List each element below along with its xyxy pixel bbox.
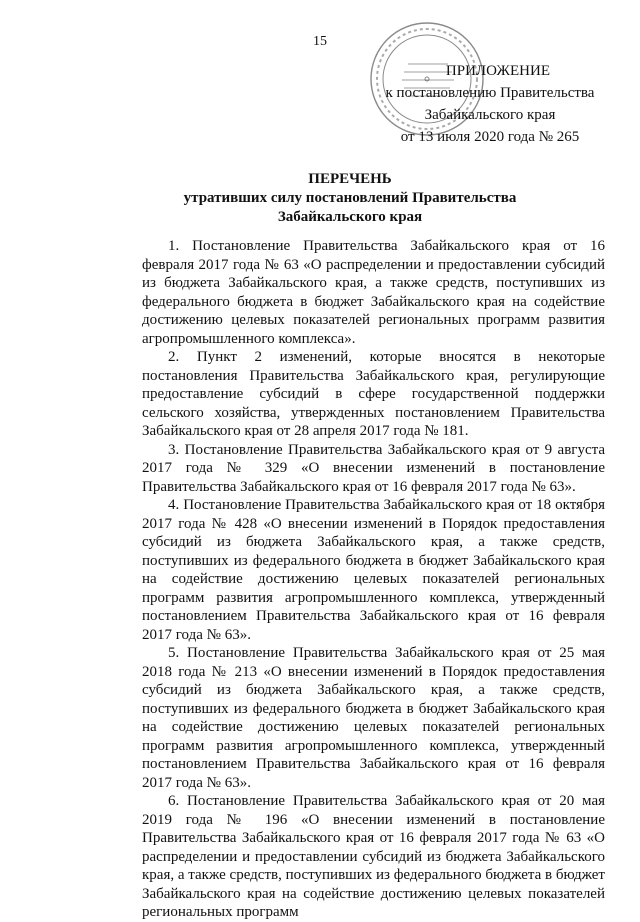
list-item: 4. Постановление Правительства Забайкальского края от 18 октября 2017 года № 428 «О внесении изменений в Порядок предоставления субсидий из бюджета Забайкальского края, а также средств, поступивших из федерального бюджета в бюджет Забайкальского края на содействие достижению целевых показателей региональных программ развития агропромышленного комплекса, утвержденный постановлением Правительства Забайкальского края от 16 февраля 2017 года № 63». bbox=[142, 497, 605, 643]
appendix-line-1: к постановлению Правительства bbox=[385, 85, 595, 101]
page-number: 15 bbox=[313, 34, 327, 49]
appendix-line-3: от 13 июля 2020 года № 265 bbox=[400, 129, 580, 145]
appendix-line-2: Забайкальского края bbox=[424, 107, 556, 123]
heading-title: ПЕРЕЧЕНЬ bbox=[308, 171, 392, 187]
document-body bbox=[142, 237, 605, 922]
list-item: 1. Постановление Правительства Забайкальского края от 16 февраля 2017 года № 63 «О распределении и предоставлении субсидий из бюджета Забайкальского края, а также средств, поступивших из федерального бюджета в бюджет Забайкальского края на содействие достижению целевых показателей региональных программ развития агропромышленного комплекса». bbox=[142, 238, 605, 347]
heading-subtitle-2: Забайкальского края bbox=[277, 209, 423, 225]
list-item: 6. Постановление Правительства Забайкальского края от 20 мая 2019 года № 196 «О внесении изменений в постановление Правительства Забайкальского края от 16 февраля 2017 года № 63 «О распределении и предоставлении субсидий из бюджета Забайкальского края, а также средств, поступивших из федерального бюджета в бюджет Забайкальского края на содействие достижению целевых показателей региональных программ bbox=[142, 793, 605, 920]
appendix-title: ПРИЛОЖЕНИЕ bbox=[445, 63, 550, 79]
document-heading bbox=[150, 170, 550, 227]
list-item: 2. Пункт 2 изменений, которые вносятся в некоторые постановления Правительства Забайкальского края, регулирующие предоставление субсидий в сфере государственной поддержки сельского хозяйства, утвержденных постановлением Правительства Забайкальского края от 28 апреля 2017 года № 181. bbox=[142, 349, 605, 439]
appendix-block bbox=[370, 60, 610, 148]
list-item: 3. Постановление Правительства Забайкальского края от 9 августа 2017 года № 329 «О внесении изменений в постановление Правительства Забайкальского края от 16 февраля 2017 года № 63». bbox=[142, 441, 605, 495]
heading-subtitle-1: утративших силу постановлений Правительства bbox=[183, 190, 517, 206]
list-item: 5. Постановление Правительства Забайкальского края от 25 мая 2018 года № 213 «О внесении изменений в Порядок предоставления субсидий из бюджета Забайкальского края, а также средств, поступивших из федерального бюджета в бюджет Забайкальского края на содействие достижению целевых показателей региональных программ развития агропромышленного комплекса, утвержденный постановлением Правительства Забайкальского края от 16 февраля 2017 года № 63». bbox=[142, 645, 605, 791]
